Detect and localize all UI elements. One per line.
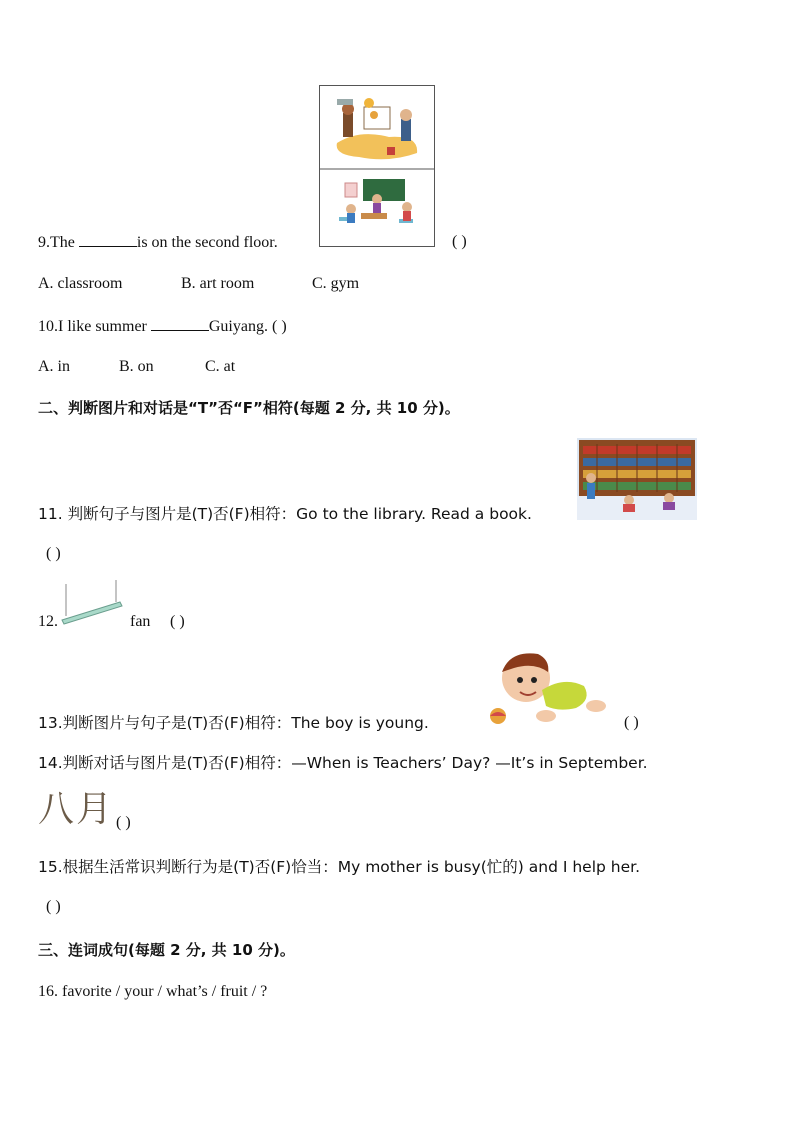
q9-prefix: 9.The <box>38 234 79 251</box>
q9-rooms-image <box>319 85 435 247</box>
section-2-title: 二、判断图片和对话是“T”否“F”相符(每题 2 分, 共 10 分)。 <box>38 399 460 417</box>
q10-blank[interactable] <box>151 316 209 331</box>
question-14: 14.判断对话与图片是(T)否(F)相符：—When is Teachers’ Day? —It’s in September. <box>38 754 648 772</box>
q10-prefix: 10.I like summer <box>38 318 151 335</box>
q14-answer-paren[interactable]: ( ) <box>116 814 131 831</box>
q10-answer-paren[interactable]: ( ) <box>271 318 287 335</box>
q11-answer-paren[interactable]: ( ) <box>46 545 61 562</box>
question-15: 15.根据生活常识判断行为是(T)否(F)恰当：My mother is busy(忙的) and I help her. <box>38 858 641 876</box>
baby-image <box>484 650 606 726</box>
question-16: 16. favorite / your / what’s / fruit / ? <box>38 983 268 1000</box>
q10-option-a: A. in <box>38 358 70 375</box>
q9-option-a: A. classroom <box>38 275 123 292</box>
q15-answer-paren[interactable]: ( ) <box>46 898 61 915</box>
section-3-title: 三、连词成句(每题 2 分, 共 10 分)。 <box>38 941 295 959</box>
question-11: 11. 判断句子与图片是(T)否(F)相符：Go to the library. Read a book. <box>38 505 532 523</box>
q9-blank[interactable] <box>79 232 137 247</box>
question-9 <box>38 232 278 253</box>
q9-answer-paren[interactable]: ( ) <box>452 233 467 250</box>
q12-word: fan <box>130 613 151 630</box>
library-image <box>577 438 697 520</box>
q9-suffix: is on the second floor. <box>136 234 278 251</box>
q10-suffix: Guiyang. <box>208 318 268 335</box>
august-image-text: 八月 <box>38 789 115 830</box>
q13-answer-paren[interactable]: ( ) <box>624 714 639 731</box>
q9-option-c: C. gym <box>312 275 360 292</box>
q12-number: 12. <box>38 613 58 630</box>
q10-option-b: B. on <box>119 358 154 375</box>
q12-answer-paren[interactable]: ( ) <box>170 613 185 630</box>
light-tube-image <box>58 578 124 626</box>
question-10 <box>38 316 287 337</box>
q9-option-b: B. art room <box>181 275 255 292</box>
question-13: 13.判断图片与句子是(T)否(F)相符：The boy is young. <box>38 714 429 732</box>
q10-option-c: C. at <box>205 358 236 375</box>
